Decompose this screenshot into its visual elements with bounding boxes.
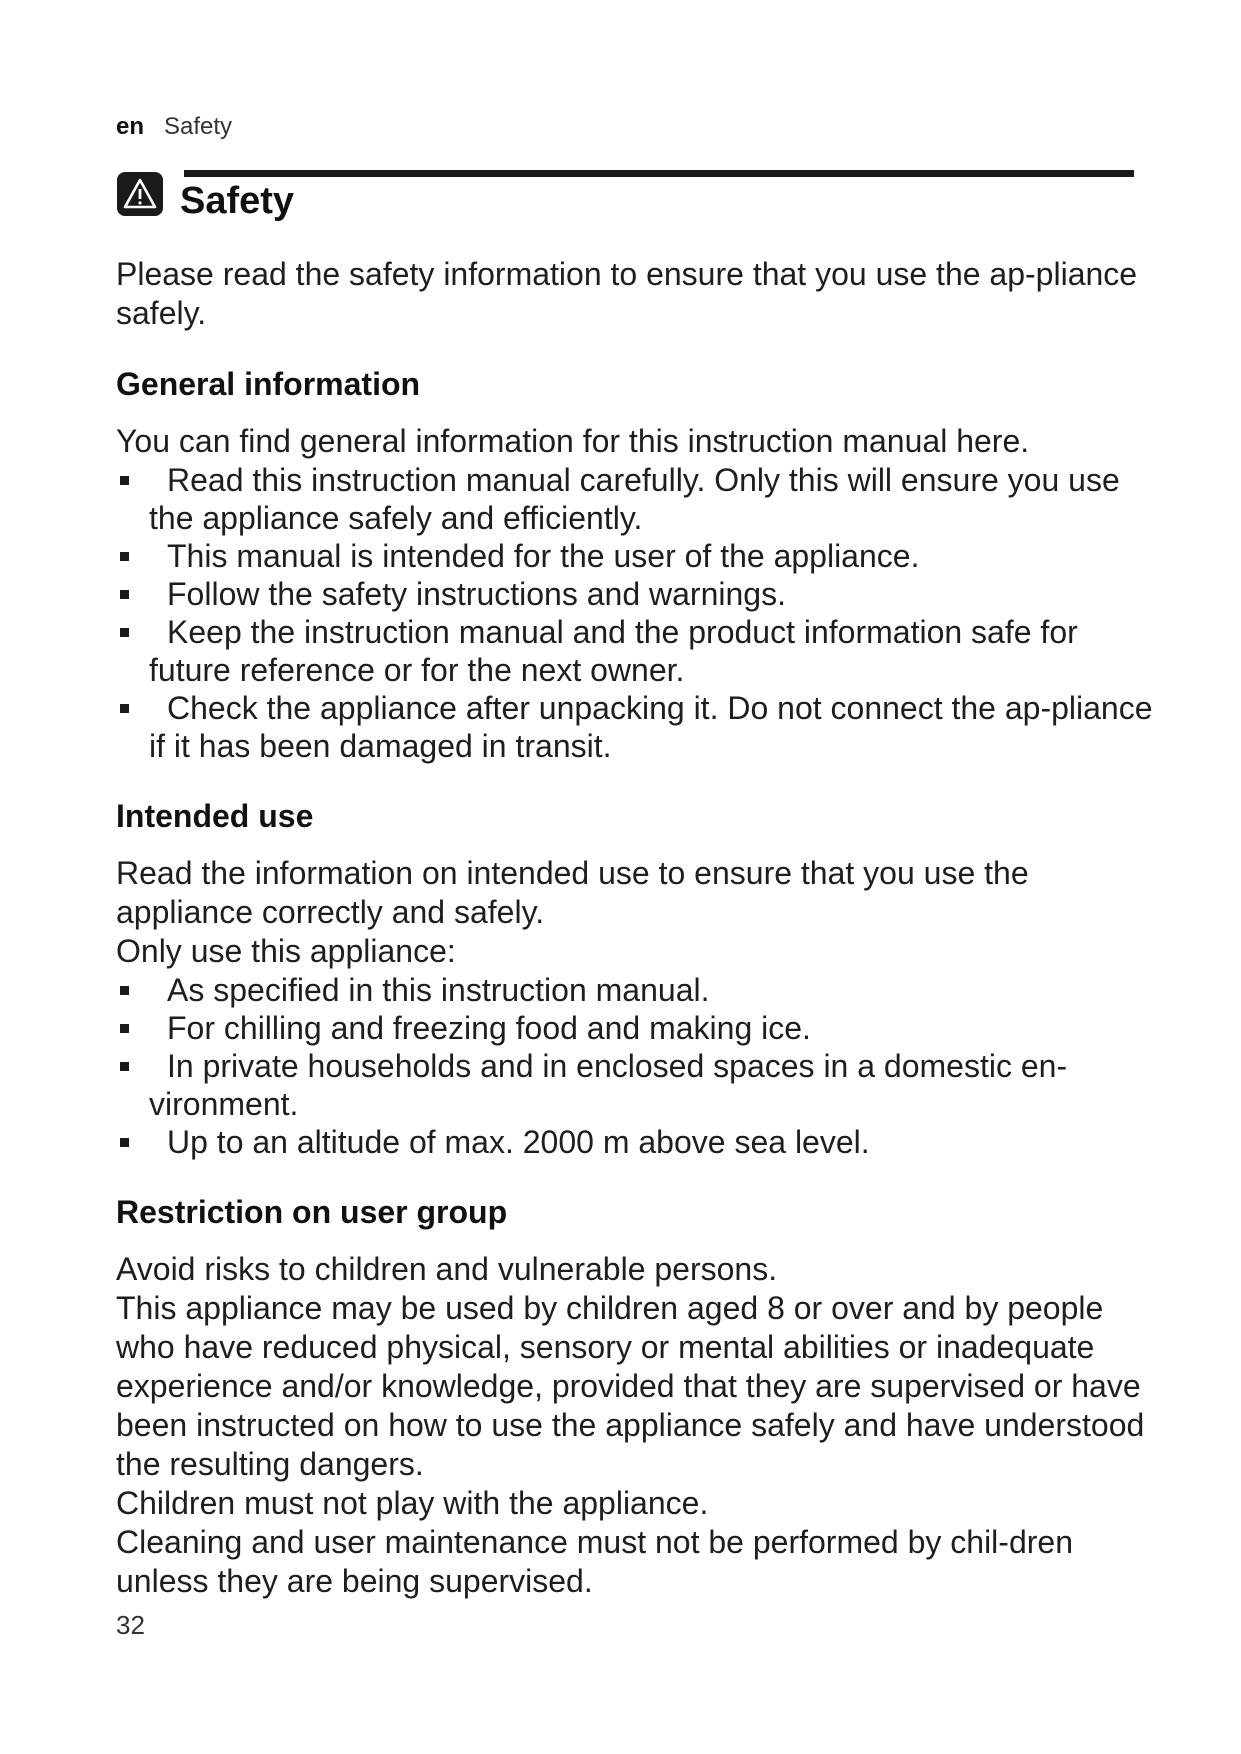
list-item: Read this instruction manual carefully. Only this will ensure you use the appliance safely and efficiently. <box>116 461 1156 537</box>
section-heading-intended-use: Intended use <box>116 798 314 834</box>
list-item: As specified in this instruction manual. <box>116 971 1156 1009</box>
intended-list <box>116 971 1156 1161</box>
running-head-section: Safety <box>164 113 233 140</box>
section-heading-restriction: Restriction on user group <box>116 1194 508 1230</box>
running-head <box>116 113 232 141</box>
list-item: Check the appliance after unpacking it. Do not connect the ap-pliance if it has been damaged in transit. <box>116 689 1156 765</box>
general-lead: You can find general information for this instruction manual here. <box>116 423 1030 459</box>
list-item: Up to an altitude of max. 2000 m above sea level. <box>116 1123 1156 1161</box>
restriction-paragraph: Children must not play with the appliance. <box>116 1485 709 1521</box>
intended-lead: Read the information on intended use to ensure that you use the appliance correctly and safely. <box>116 855 1029 930</box>
page-title: Safety <box>180 180 295 222</box>
list-item: Follow the safety instructions and warnings. <box>116 575 1156 613</box>
page-number: 32 <box>116 1610 145 1640</box>
list-item: This manual is intended for the user of the appliance. <box>116 537 1156 575</box>
language-code: en <box>116 113 145 140</box>
intended-lead-2: Only use this appliance: <box>116 933 456 969</box>
list-item: For chilling and freezing food and making ice. <box>116 1009 1156 1047</box>
intro-paragraph: Please read the safety information to ensure that you use the ap-pliance safely. <box>116 256 1138 331</box>
restriction-paragraph: Avoid risks to children and vulnerable persons. <box>116 1251 778 1287</box>
list-item: Keep the instruction manual and the product information safe for future reference or for the next owner. <box>116 613 1156 689</box>
warning-triangle-icon <box>116 171 164 217</box>
general-list <box>116 461 1156 765</box>
page-content <box>116 255 1156 1601</box>
list-item: In private households and in enclosed spaces in a domestic en-vironment. <box>116 1047 1156 1123</box>
restriction-paragraph: Cleaning and user maintenance must not be performed by chil-dren unless they are being supervised. <box>116 1524 1073 1599</box>
title-rule <box>184 170 1134 177</box>
restriction-paragraph: This appliance may be used by children aged 8 or over and by people who have reduced physical, sensory or mental abilities or inadequate experience and/or knowledge, provided that they are supervised or have been instructed on how to use the appliance safely and have understood the resulting dangers. <box>116 1290 1145 1482</box>
section-heading-general: General information <box>116 366 421 402</box>
